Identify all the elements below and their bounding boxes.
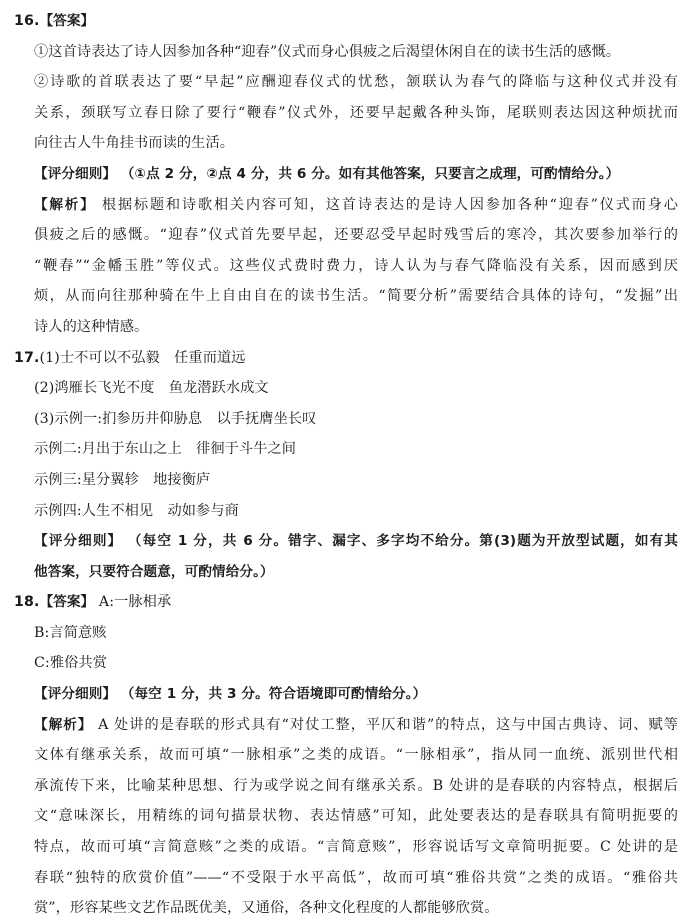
q16-scoring-tag: 【评分细则】 <box>34 165 117 182</box>
q18-analysis-line-6: 春联“独特的欣赏价值”——“不受限于水平高低”，故而可填“雅俗共赏”之类的成语。“雅俗共 <box>34 869 678 886</box>
q16-analysis-line-5: 诗人的这种情感。 <box>34 318 149 335</box>
q16-analysis-tag: 【解析】 <box>34 196 96 213</box>
q18-scoring-tag: 【评分细则】 <box>34 686 117 703</box>
q16-answer-tag: 【答案】 <box>39 13 95 29</box>
q17-scoring-tag: 【评分细则】 <box>34 533 123 550</box>
q17-number: 17. <box>14 349 40 366</box>
q18-answer-c: C:雅俗共赏 <box>34 655 107 672</box>
q17-example-4: 示例四:人生不相见 动如参与商 <box>34 502 239 519</box>
q17-scoring-line-1 <box>14 526 678 557</box>
q17-item-2: (2)鸿雁长飞光不度 鱼龙潜跃水成文 <box>34 380 269 397</box>
q18-number: 18. <box>14 594 40 611</box>
q16-answer-point-2-line-1: ②诗歌的首联表达了要“早起”应酬迎春仪式的忧愁，颔联认为春气的降临与这种仪式并没有 <box>34 74 678 91</box>
q16-analysis-line-4: 烦，从而向往那种骑在牛上自由自在的读书生活。“简要分析”需要结合具体的诗句，“发掘”出 <box>34 288 678 305</box>
q18-analysis-line-2: 文体有继承关系，故而可填“一脉相承”之类的成语。“一脉相承”，指从同一血统、派别世代相 <box>34 747 678 764</box>
q17-item-1 <box>14 343 678 374</box>
q16-analysis-line-1 <box>14 190 678 221</box>
q18-scoring <box>14 679 678 710</box>
q18-analysis-text-1: A 处讲的是春联的形式具有“对仗工整，平仄和谐”的特点，这与中国古典诗、词、赋等 <box>98 716 678 733</box>
q17-example-2: 示例二:月出于东山之上 徘徊于斗牛之间 <box>34 441 297 458</box>
q16-scoring-text: （①点 2 分，②点 4 分，共 6 分。如有其他答案，只要言之成理，可酌情给分。） <box>120 165 620 182</box>
q18-scoring-text: （每空 1 分，共 3 分。符合语境即可酌情给分。） <box>120 686 427 703</box>
q18-analysis-line-5: 特点，故而可填“言简意赅”之类的成语。“言简意赅”，形容说话写文章简明扼要。C 处讲的是 <box>34 839 678 856</box>
q16-analysis-text-1: 根据标题和诗歌相关内容可知，这首诗表达的是诗人因参加各种“迎春”仪式而身心 <box>101 196 678 213</box>
q16-analysis-line-2: 俱疲之后的感慨。“迎春”仪式首先要早起，还要忍受早起时残雪后的寒冷，其次要参加举行的 <box>34 227 678 244</box>
q16-answer-point-2-line-2: 关系，颈联写立春日除了要行“鞭春”仪式外，还要早起戴各种头饰，尾联则表达因这种烦扰而 <box>34 104 678 121</box>
q16-header <box>14 6 678 37</box>
q16-answer-point-1: ①这首诗表达了诗人因参加各种“迎春”仪式而身心俱疲之后渴望休闲自在的读书生活的感慨。 <box>34 43 621 60</box>
q17-scoring-line-2: 他答案，只要符合题意，可酌情给分。） <box>34 563 274 580</box>
q18-analysis-line-7: 赏”，形容某些文艺作品既优美，又通俗，各种文化程度的人都能够欣赏。 <box>34 900 499 917</box>
q16-analysis-line-3: “鞭春”“金幡玉胜”等仪式。这些仪式费时费力，诗人认为与春气降临没有关系，因而感到厌 <box>34 257 678 274</box>
q18-answer-a: A:一脉相承 <box>98 594 172 611</box>
q17-scoring-text-1: （每空 1 分，共 6 分。错字、漏字、多字均不给分。第(3)题为开放型试题，如有其 <box>127 533 678 550</box>
q18-answer-tag: 【答案】 <box>39 594 95 611</box>
q17-item-1-text: (1)士不可以不弘毅 任重而道远 <box>39 349 246 366</box>
q17-item-3: (3)示例一:扪参历井仰胁息 以手抚膺坐长叹 <box>34 410 317 427</box>
q17-example-3: 示例三:星分翼轸 地接衡庐 <box>34 471 211 488</box>
q18-analysis-line-4: 文“意味深长，用精练的词句描景状物、表达情感”可知，此处要表达的是春联具有简明扼要的 <box>34 808 678 825</box>
q16-scoring <box>14 159 678 190</box>
q16-answer-point-2-line-3: 向往古人牛角挂书而读的生活。 <box>34 135 235 152</box>
q18-analysis-line-1 <box>14 710 678 741</box>
q18-answer-b: B:言简意赅 <box>34 624 107 641</box>
q16-number: 16. <box>14 13 40 29</box>
q18-analysis-tag: 【解析】 <box>34 716 93 733</box>
q18-analysis-line-3: 承流传下来，比喻某种思想、行为或学说之间有继承关系。B 处讲的是春联的内容特点，根据后 <box>34 777 678 794</box>
q18-header <box>14 587 678 618</box>
